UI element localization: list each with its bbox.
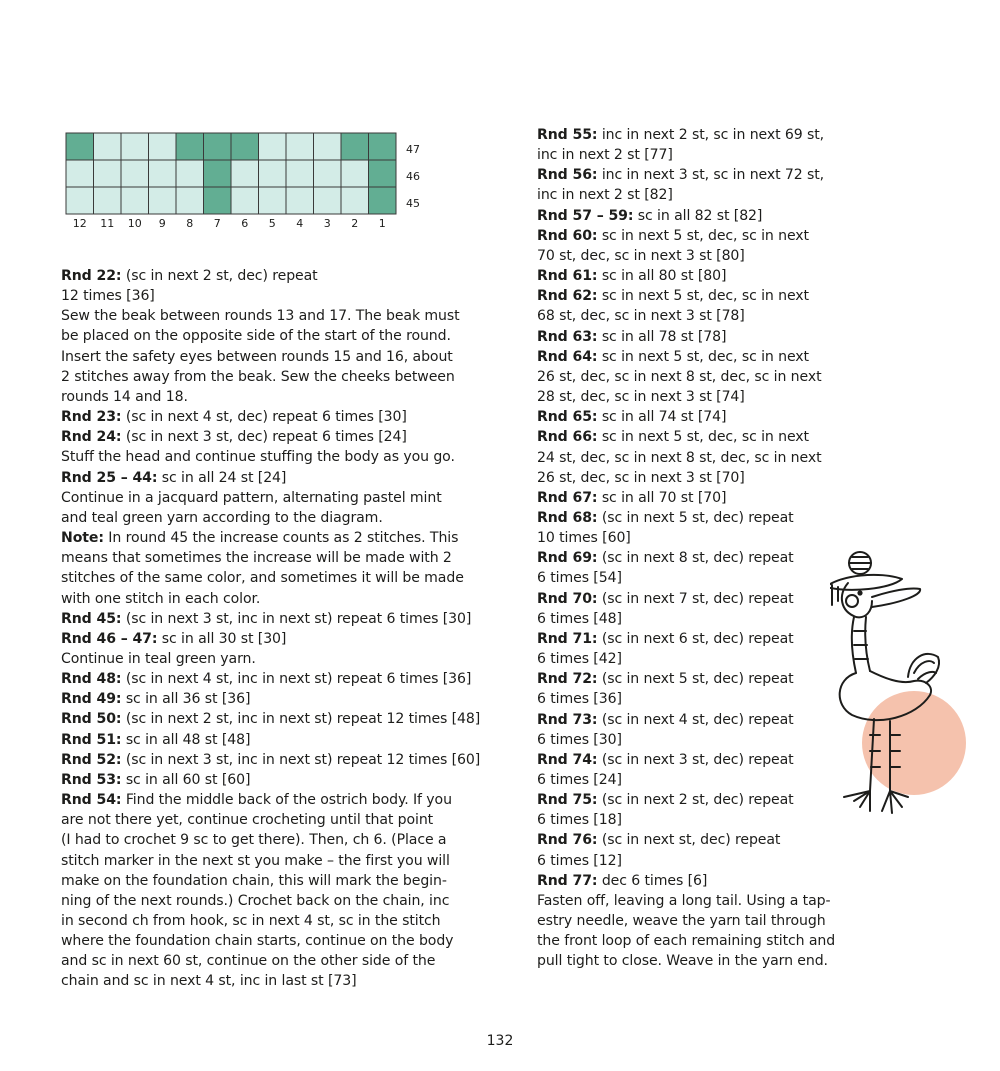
column-label: 12: [72, 217, 87, 230]
round-label: Rnd 62:: [537, 288, 598, 305]
text-line: [537, 468, 997, 488]
instruction-text: (sc in next 2 st, inc in next st) repeat 12 times [48]: [121, 711, 481, 728]
text-line: [61, 689, 521, 709]
chart-cell: [66, 187, 94, 214]
chart-cell: [94, 187, 122, 214]
instruction-text: sc in all 36 st [36]: [121, 691, 251, 708]
chart-cell: [121, 160, 149, 187]
round-label: Rnd 63:: [537, 328, 598, 345]
chart-cell: [149, 187, 177, 214]
round-label: Rnd 51:: [61, 731, 122, 748]
text-line: [61, 750, 521, 770]
round-label: Rnd 54:: [61, 792, 122, 809]
instruction-text: ning of the next rounds.) Crochet back on the chain, inc: [61, 892, 450, 909]
round-label: Rnd 75:: [537, 792, 598, 809]
chart-cell: [176, 187, 204, 214]
chart-cell: [231, 187, 259, 214]
instruction-text: 6 times [42]: [537, 651, 622, 668]
text-line: [537, 266, 997, 286]
instruction-text: Sew the beak between rounds 13 and 17. The beak must: [61, 308, 460, 325]
instruction-text: (sc in next 8 st, dec) repeat: [597, 550, 794, 567]
instruction-text: (sc in next 4 st, dec) repeat 6 times [30]: [121, 409, 407, 426]
chart-cell: [94, 133, 122, 160]
text-line: [537, 931, 997, 951]
chart-cell: [314, 133, 342, 160]
round-label: Rnd 45:: [61, 610, 122, 627]
ostrich-illustration: [830, 545, 975, 834]
text-line: [537, 891, 997, 911]
text-line: [61, 609, 521, 629]
text-line: [61, 830, 521, 850]
instruction-text: inc in next 3 st, sc in next 72 st,: [597, 167, 825, 184]
instruction-text: sc in all 80 st [80]: [597, 268, 727, 285]
text-line: [61, 649, 521, 669]
round-label: Rnd 52:: [61, 751, 122, 768]
instruction-text: (sc in next 6 st, dec) repeat: [597, 630, 794, 647]
instruction-text: (sc in next 2 st, dec) repeat: [597, 792, 794, 809]
text-line: [61, 508, 521, 528]
text-line: [537, 871, 997, 891]
instruction-text: sc in all 70 st [70]: [597, 489, 727, 506]
peach-circle: [862, 691, 966, 795]
instruction-text: dec 6 times [6]: [597, 872, 708, 889]
text-line: [537, 185, 997, 205]
text-line: [61, 286, 521, 306]
text-line: [537, 951, 997, 971]
chart-cell: [259, 160, 287, 187]
text-line: [61, 568, 521, 588]
chart-cell: [121, 133, 149, 160]
instruction-text: 6 times [36]: [537, 691, 622, 708]
text-line: [61, 871, 521, 891]
instruction-text: stitch marker in the next st you make – the first you will: [61, 852, 450, 869]
column-label: 11: [100, 217, 115, 230]
chart-cell: [286, 187, 314, 214]
text-line: [61, 407, 521, 427]
hat-icon: [830, 575, 902, 590]
round-label: Rnd 53:: [61, 771, 122, 788]
round-label: Rnd 73:: [537, 711, 598, 728]
instruction-text: (sc in next 3 st, dec) repeat 6 times [24]: [121, 429, 407, 446]
chart-cell: [204, 187, 232, 214]
chart-cell: [259, 133, 287, 160]
instruction-text: sc in next 5 st, dec, sc in next: [597, 429, 809, 446]
instruction-text: sc in all 74 st [74]: [597, 409, 727, 426]
text-line: [61, 730, 521, 750]
page-number: 132: [486, 1033, 514, 1049]
instruction-text: (sc in next 3 st, dec) repeat: [597, 751, 794, 768]
text-line: [61, 709, 521, 729]
text-line: [61, 548, 521, 568]
text-line: [61, 367, 521, 387]
instruction-text: sc in all 24 st [24]: [157, 469, 287, 486]
round-label: Rnd 64:: [537, 348, 598, 365]
instruction-text: 6 times [54]: [537, 570, 622, 587]
instruction-text: In round 45 the increase counts as 2 stitches. This: [103, 530, 459, 547]
instruction-text: 12 times [36]: [61, 288, 155, 305]
text-line: [61, 931, 521, 951]
instruction-text: sc in all 30 st [30]: [157, 630, 287, 647]
instruction-text: chain and sc in next 4 st, inc in last st [73]: [61, 973, 357, 990]
text-line: [537, 448, 997, 468]
round-label: Rnd 65:: [537, 409, 598, 426]
instruction-text: (sc in next 4 st, inc in next st) repeat 6 times [36]: [121, 671, 472, 688]
round-label: Rnd 69:: [537, 550, 598, 567]
text-line: [61, 387, 521, 407]
text-line: [61, 488, 521, 508]
instruction-text: pull tight to close. Weave in the yarn end.: [537, 953, 828, 970]
text-line: [537, 488, 997, 508]
row-label: 47: [406, 143, 420, 156]
chart-cell: [204, 160, 232, 187]
instruction-text: 26 st, dec, sc in next 8 st, dec, sc in next: [537, 368, 822, 385]
instruction-text: (sc in next 2 st, dec) repeat: [121, 268, 318, 284]
column-label: 10: [127, 217, 142, 230]
round-label: Rnd 49:: [61, 691, 122, 708]
instruction-text: where the foundation chain starts, continue on the body: [61, 933, 454, 950]
round-label: Rnd 67:: [537, 489, 598, 506]
round-label: Rnd 22:: [61, 268, 122, 284]
chart-cell: [286, 160, 314, 187]
instruction-text: (I had to crochet 9 sc to get there). Then, ch 6. (Place a: [61, 832, 447, 849]
instruction-text: inc in next 2 st [82]: [537, 187, 673, 204]
column-label: 4: [296, 217, 304, 230]
text-line: [61, 971, 521, 991]
chart-cell: [259, 187, 287, 214]
column-label: 1: [378, 217, 386, 230]
text-line: [61, 629, 521, 649]
round-label: Rnd 50:: [61, 711, 122, 728]
chart-cell: [341, 160, 369, 187]
round-label: Rnd 76:: [537, 832, 598, 849]
instruction-text: the front loop of each remaining stitch and: [537, 933, 836, 950]
text-line: [61, 306, 521, 326]
round-label: Rnd 57 – 59:: [537, 207, 634, 224]
instruction-text: 6 times [30]: [537, 731, 622, 748]
chart-cell: [149, 133, 177, 160]
instruction-text: 6 times [12]: [537, 852, 622, 869]
round-label: Rnd 61:: [537, 268, 598, 285]
column-label: 9: [158, 217, 166, 230]
instruction-text: stitches of the same color, and sometimes it will be made: [61, 570, 464, 587]
column-label: 8: [186, 217, 194, 230]
instruction-text: Stuff the head and continue stuffing the body as you go.: [61, 449, 455, 466]
chart-cell: [176, 133, 204, 160]
instruction-text: sc in next 5 st, dec, sc in next: [597, 288, 809, 305]
instruction-text: 70 st, dec, sc in next 3 st [80]: [537, 247, 745, 264]
instruction-text: (sc in next 3 st, inc in next st) repeat 6 times [30]: [121, 610, 472, 627]
text-line: [61, 427, 521, 447]
text-line: [537, 508, 997, 528]
text-line: [61, 266, 521, 286]
text-line: [537, 246, 997, 266]
instruction-text: sc in next 5 st, dec, sc in next: [597, 227, 809, 244]
text-line: [61, 447, 521, 467]
instruction-text: 26 st, dec, sc in next 3 st [70]: [537, 469, 745, 486]
text-line: [537, 367, 997, 387]
row-label: 45: [406, 197, 420, 210]
round-label: Rnd 70:: [537, 590, 598, 607]
left-column: [61, 266, 521, 992]
instruction-text: (sc in next 7 st, dec) repeat: [597, 590, 794, 607]
text-line: [537, 306, 997, 326]
row-label: 46: [406, 170, 420, 183]
text-line: [537, 125, 997, 145]
instruction-text: Continue in teal green yarn.: [61, 650, 256, 667]
text-line: [537, 387, 997, 407]
instruction-text: estry needle, weave the yarn tail through: [537, 913, 826, 930]
column-label: 5: [268, 217, 276, 230]
color-chart: [66, 133, 441, 233]
chart-cell: [286, 133, 314, 160]
column-label: 7: [213, 217, 221, 230]
round-label: Rnd 55:: [537, 127, 598, 143]
chart-cell: [121, 187, 149, 214]
chart-cell: [314, 160, 342, 187]
chart-cell: [231, 133, 259, 160]
instruction-text: 6 times [18]: [537, 812, 622, 829]
chart-cell: [341, 133, 369, 160]
instruction-text: inc in next 2 st, sc in next 69 st,: [597, 127, 825, 143]
instruction-text: sc in all 48 st [48]: [121, 731, 251, 748]
instruction-text: 10 times [60]: [537, 530, 631, 547]
instruction-text: in second ch from hook, sc in next 4 st, sc in the stitch: [61, 913, 441, 929]
text-line: [61, 589, 521, 609]
text-line: [61, 891, 521, 911]
instruction-text: rounds 14 and 18.: [61, 388, 188, 405]
chart-cell: [369, 187, 397, 214]
round-label: Rnd 66:: [537, 429, 598, 446]
chart-cell: [369, 133, 397, 160]
instruction-text: and teal green yarn according to the diagram.: [61, 509, 383, 526]
instruction-text: Fasten off, leaving a long tail. Using a tap-: [537, 892, 831, 909]
instruction-text: 2 stitches away from the beak. Sew the cheeks between: [61, 368, 455, 385]
round-label: Rnd 48:: [61, 671, 122, 688]
round-label: Rnd 68:: [537, 509, 598, 526]
instruction-text: 6 times [24]: [537, 772, 622, 788]
text-line: [61, 326, 521, 346]
text-line: [61, 911, 521, 931]
round-label: Rnd 23:: [61, 409, 122, 426]
text-line: [61, 669, 521, 689]
column-label: 2: [351, 217, 359, 230]
round-label: Rnd 60:: [537, 227, 598, 244]
instruction-text: (sc in next 4 st, dec) repeat: [597, 711, 794, 728]
text-line: [61, 810, 521, 830]
instruction-text: with one stitch in each color.: [61, 590, 261, 607]
round-label: Rnd 56:: [537, 167, 598, 184]
instruction-text: make on the foundation chain, this will mark the begin-: [61, 872, 447, 889]
chart-cell: [314, 187, 342, 214]
round-label: Rnd 46 – 47:: [61, 630, 158, 647]
round-label: Note:: [61, 530, 104, 547]
text-line: [537, 911, 997, 931]
instruction-text: Insert the safety eyes between rounds 15 and 16, about: [61, 348, 453, 365]
text-line: [61, 528, 521, 548]
text-line: [61, 468, 521, 488]
chart-cell: [341, 187, 369, 214]
text-line: [61, 851, 521, 871]
round-label: Rnd 77:: [537, 872, 598, 889]
column-label: 3: [323, 217, 331, 230]
chart-cell: [94, 160, 122, 187]
column-label: 6: [241, 217, 249, 230]
text-line: [537, 851, 997, 871]
instruction-text: 28 st, dec, sc in next 3 st [74]: [537, 389, 745, 406]
chart-cell: [176, 160, 204, 187]
instruction-text: (sc in next 3 st, inc in next st) repeat 12 times [60]: [121, 751, 481, 768]
text-line: [537, 165, 997, 185]
instruction-text: be placed on the opposite side of the start of the round.: [61, 328, 451, 345]
round-label: Rnd 74:: [537, 751, 598, 768]
text-line: [537, 407, 997, 427]
instruction-text: are not there yet, continue crocheting until that point: [61, 812, 434, 829]
text-line: [537, 327, 997, 347]
chart-cell: [204, 133, 232, 160]
text-line: [61, 790, 521, 810]
instruction-text: sc in next 5 st, dec, sc in next: [597, 348, 809, 365]
text-line: [537, 145, 997, 165]
text-line: [61, 347, 521, 367]
color-chart-grid: [66, 133, 441, 233]
instruction-text: and sc in next 60 st, continue on the other side of the: [61, 953, 436, 970]
text-line: [537, 226, 997, 246]
round-label: Rnd 72:: [537, 671, 598, 688]
chart-cell: [369, 160, 397, 187]
text-line: [537, 427, 997, 447]
chart-cell: [231, 160, 259, 187]
instruction-text: sc in all 60 st [60]: [121, 771, 251, 788]
instruction-text: 6 times [48]: [537, 610, 622, 627]
text-line: [537, 206, 997, 226]
instruction-text: 24 st, dec, sc in next 8 st, dec, sc in next: [537, 449, 822, 466]
instruction-text: 68 st, dec, sc in next 3 st [78]: [537, 308, 745, 325]
round-label: Rnd 25 – 44:: [61, 469, 158, 486]
instruction-text: (sc in next 5 st, dec) repeat: [597, 509, 794, 526]
instruction-text: sc in all 82 st [82]: [633, 207, 763, 224]
instruction-text: Find the middle back of the ostrich body. If you: [121, 792, 452, 809]
round-label: Rnd 71:: [537, 630, 598, 647]
chart-cell: [66, 160, 94, 187]
instruction-text: Continue in a jacquard pattern, alternating pastel mint: [61, 489, 442, 506]
text-line: [537, 347, 997, 367]
chart-cell: [66, 133, 94, 160]
text-line: [61, 951, 521, 971]
round-label: Rnd 24:: [61, 429, 122, 446]
instruction-text: inc in next 2 st [77]: [537, 147, 673, 164]
instruction-text: sc in all 78 st [78]: [597, 328, 727, 345]
instruction-text: (sc in next st, dec) repeat: [597, 832, 781, 849]
chart-cell: [149, 160, 177, 187]
text-line: [61, 770, 521, 790]
instruction-text: means that sometimes the increase will be made with 2: [61, 550, 452, 567]
instruction-text: (sc in next 5 st, dec) repeat: [597, 671, 794, 688]
text-line: [537, 286, 997, 306]
